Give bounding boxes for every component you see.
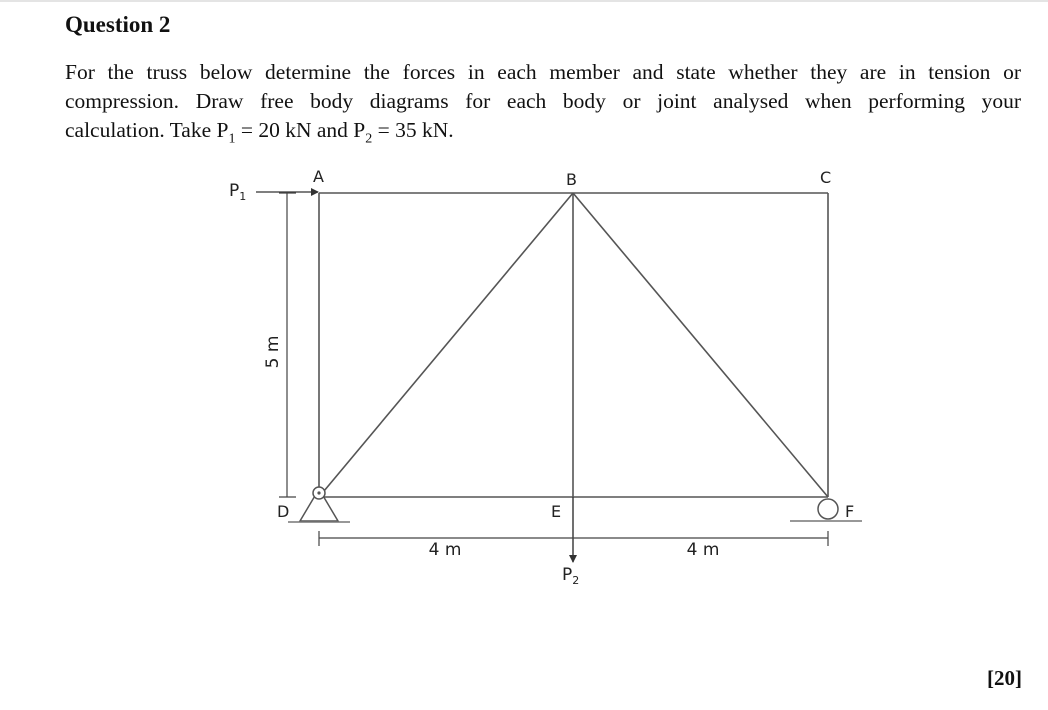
pin-support-d [288,487,350,522]
load-label-p1-main: P [229,181,240,201]
load-label-p2 [562,565,579,587]
node-label-d: D [277,502,290,521]
load-label-p1 [229,181,246,203]
truss-members [319,193,828,497]
node-label-b: B [566,170,577,189]
question-line-2: compression. Draw free body diagrams for each body or joint analysed when performing your [65,89,1021,113]
p1-value-text: = 20 kN and P [235,118,366,142]
p2-subscript: 2 [365,131,373,147]
question-line-3-prefix: calculation. Take P [65,118,229,142]
question-heading: Question 2 [65,12,171,37]
marks-label: [20] [987,666,1022,690]
node-label-c: C [820,168,832,187]
dimension-label-span-left: 4 m [428,540,462,560]
node-label-e: E [551,502,562,521]
node-label-a: A [313,167,324,186]
load-label-p1-sub: 1 [239,190,247,203]
member-bd [319,193,573,497]
node-label-f: F [845,502,855,521]
load-label-p2-main: P [562,565,573,585]
member-bf [573,193,828,497]
dimension-label-span-right: 4 m [686,540,720,560]
load-label-p2-sub: 2 [572,574,580,587]
question-line-1: For the truss below determine the forces in each member and state whether they are in tension or [65,60,1021,84]
p1-subscript: 1 [228,131,236,147]
p2-value-text: = 35 kN. [372,118,454,142]
dimension-label-height: 5 m [263,335,283,369]
